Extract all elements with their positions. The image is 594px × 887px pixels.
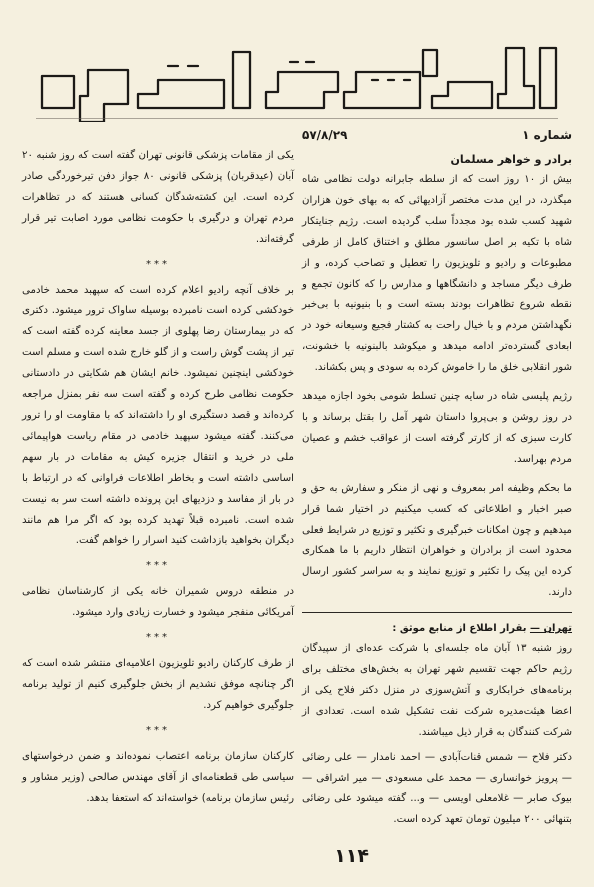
issue-number: شماره ۱: [522, 128, 572, 142]
masthead-rule: [36, 118, 558, 119]
separator-stars: ***: [146, 632, 170, 644]
article-paragraph: بیش از ۱۰ روز است که از سلطه جابرانه دولت نظامی شاه میگذرد، در این مدت مختصر آزادیهائی که به بهای خون هزاران شهید کسب شده بود مجدداً سلب گردیده است. رژیم جنایتکار شاه با تکیه بر اصل سانسور مطلق و اختناق کامل از طرفی مطبوعات و رادیو و تلویزیون را تعطیل و تصاحب کرده، و از طرف دیگر مساجد و دانشگاهها و مدارس را که کانون تجمع و نقطه شروع تظاهرات بودند بسته است و با بنیونیه با بی‌خبر نگهداشتن مردم و با خیال راحت به کشتار فجیع وسیعانه خود در ابعادی گسترده‌تر ادامه میدهد و میکوشد بالبنونیه با خشونت، شور انقلابی خلق ما را خاموش کرده به سودی و پس بکشاند.: [302, 174, 572, 374]
masthead-lettering: [28, 42, 568, 122]
section-divider: [302, 612, 572, 613]
left-column: [22, 146, 294, 818]
issue-date: ۵۷/۸/۲۹: [302, 128, 348, 142]
separator-stars: ***: [146, 258, 170, 270]
news-item: از طرف کارکنان رادیو تلویزیون اعلامیه‌ای منتشر شده است که اگر چنانچه موفق نشدیم از بخش جلوگیری کنیم از تولید برنامه جلوگیری خواهیم کرد.: [22, 658, 294, 711]
source-city: تهران —: [529, 623, 572, 635]
article-paragraph: دکتر فلاح — شمس قنات‌آبادی — احمد نامدار — علی رضائی — پرویز خوانساری — محمد علی مسعودی — میر اشراقی — بیوک صابر — غلامعلی اویسی — و... گفته میشود علی رضائی بتنهائی ۲۰۰ میلیون تومان تعهد کرده است.: [302, 751, 572, 826]
masthead-logo: [28, 42, 568, 122]
source-line: [302, 619, 572, 639]
news-item: کارکنان سازمان برنامه اعتصاب نموده‌اند و ضمن درخواستهای سیاسی طی قطعنامه‌ای از آقای مهندس صالحی (وزیر مشاور و رئیس سازمان برنامه) خواسته‌اند که استعفا بدهد.: [22, 750, 294, 804]
article-paragraph: ما بحکم وظیفه امر بمعروف و نهی از منکر و سفارش به حق و صبر اخبار و اطلاعاتی که کسب میکنیم در اختیار شما قرار میدهیم و چون امکانات خبرگیری و تکثیر و توزیع در شرایط فعلی محدود است از برادران و خواهران انتظار داریم با ما همکاری کرده این پیک را تکثیر و توزیع نمایند و به سراسر کشور ارسال دارند.: [302, 482, 572, 599]
right-column: [302, 150, 572, 835]
article-paragraph: رژیم پلیسی شاه در سایه چنین تسلط شومی بخود اجازه میدهد در روز روشن و بی‌پروا داستان شهر آمل را بقتل برساند و با کارت سبزی که از کارتر گرفته است از عواقب خشم و عصیان مردم بهراسد.: [302, 391, 572, 465]
separator-stars: ***: [146, 724, 170, 736]
news-item: یکی از مقامات پزشکی قانونی تهران گفته است که روز شنبه ۲۰ آبان (عیدقربان) پزشکی قانونی ۸۰ جواز دفن تیرخوردگی صادر کرده است. این کشته‌شدگان کسانی هستند که در تظاهرات مردم تهران و درگیری با حکومت نظامی مورد اصابت تیر قرار گرفته‌اند.: [22, 150, 294, 245]
source-text: بقرار اطلاع از منابع موثق :: [392, 623, 527, 635]
issue-line: [302, 128, 572, 142]
news-item: بر خلاف آنچه رادیو اعلام کرده است که سپهبد محمد خادمی خودکشی کرده است نامبرده بوسیله ساواک ترور میشود. دکتری که در بیمارستان رضا پهلوی از جسد معاینه کرده گفته است که تیر از پشت گوش راست و از گلو خارج شده است و مسلم است خودکشی اینچنین نمیشود. خانم ایشان هم شکایتی در دادستانی حکومت نظامی طرح کرده و گفته است سه نفر بمنزل مراجعه کرده‌اند و قصد دستگیری او را داشته‌اند که با مقاومت او را ترور می‌کنند. گفته میشود سپهبد خادمی در مقام ریاست هواپیمائی ملی در خرید و انتقال جزیره کیش به مقامات در بار سهم اساسی داشته است و بخاطر اطلاعات فراوانی که در ارتباط با در بار از مفاسد و دزدیهای این پرونده داشته است سر به نیست شده است. نامبرده قبلاً تهدید کرده بود که اگر مرا هم مانند دیگران بخواهید بازداشت کنید اسرار را خواهم گفت.: [22, 284, 294, 547]
article-paragraph: روز شنبه ۱۳ آبان ماه جلسه‌ای با شرکت عده‌ای از سپیدگان رژیم حاکم جهت تقسیم شهر تهران به بخش‌های مختلف برای برنامه‌های خرابکاری و آتش‌سوزی در منزل دکتر فلاح یکی از اعضا هیئت‌مدیره شرکت نفت تشکیل شده است. تعدادی از شرکت کنندگان به قرار ذیل میباشند.: [302, 643, 572, 738]
separator-stars: ***: [146, 560, 170, 572]
page-number: ۱۱۴: [334, 845, 369, 867]
salutation-heading: برادر و خواهر مسلمان: [450, 153, 572, 166]
news-item: در منطقه دروس شمیران خانه یکی از کارشناسان نظامی آمریکائی منفجر میشود و خسارت زیادی وارد میشود.: [22, 586, 294, 619]
